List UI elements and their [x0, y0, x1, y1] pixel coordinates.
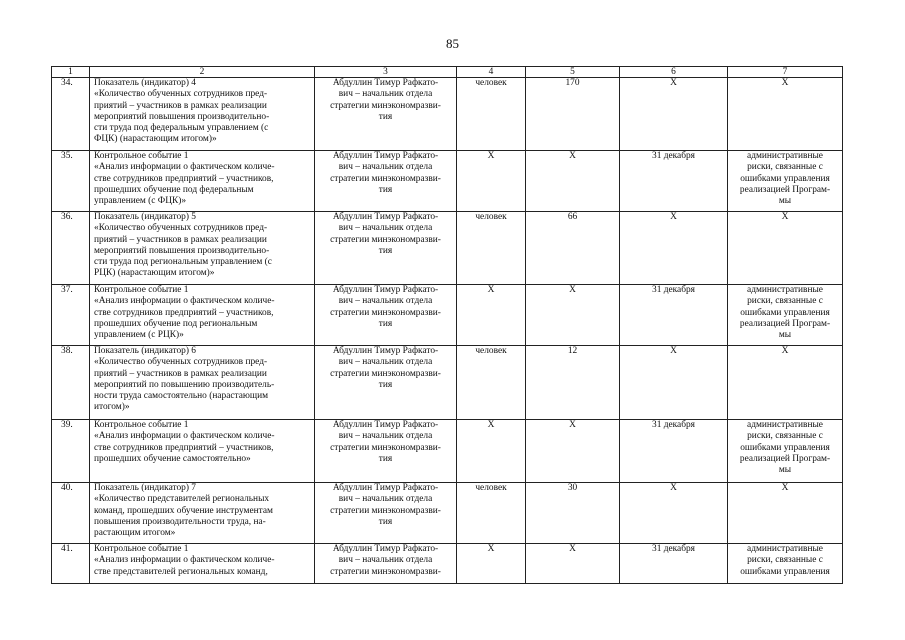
responsible-person: Абдуллин Тимур Рафкато- вич – начальник отдела стратегии минэкономразви-	[315, 544, 457, 584]
table-row	[52, 483, 843, 544]
table-row	[52, 151, 843, 212]
column-header: 2	[90, 67, 315, 78]
column-header: 5	[526, 67, 620, 78]
risks: административные риски, связанные с ошибками управления реализацией Програм- мы	[728, 151, 843, 212]
item-name: Контрольное событие 1 «Анализ информации о фактическом количе- стве сотрудников предприятий – участников, прошедших обучение под региональным управлением (с РЦК)»	[90, 285, 315, 346]
deadline: 31 декабря	[620, 544, 728, 584]
responsible-person: Абдуллин Тимур Рафкато- вич – начальник отдела стратегии минэкономразви- тия	[315, 483, 457, 544]
column-header: 1	[52, 67, 90, 78]
value: 12	[526, 346, 620, 420]
unit: человек	[457, 212, 526, 285]
deadline: X	[620, 212, 728, 285]
table-row	[52, 346, 843, 420]
row-number: 39.	[52, 420, 90, 483]
row-number: 36.	[52, 212, 90, 285]
table-row	[52, 78, 843, 151]
page-number: 85	[446, 36, 459, 51]
value: X	[526, 544, 620, 584]
unit: человек	[457, 483, 526, 544]
plan-table	[51, 66, 843, 584]
unit: X	[457, 285, 526, 346]
value: 30	[526, 483, 620, 544]
value: 66	[526, 212, 620, 285]
table-row	[52, 212, 843, 285]
column-number-row	[52, 67, 843, 78]
deadline: X	[620, 78, 728, 151]
row-number: 34.	[52, 78, 90, 151]
column-header: 4	[457, 67, 526, 78]
value: X	[526, 420, 620, 483]
column-header: 6	[620, 67, 728, 78]
value: 170	[526, 78, 620, 151]
risks: X	[728, 212, 843, 285]
deadline: 31 декабря	[620, 420, 728, 483]
column-header: 3	[315, 67, 457, 78]
responsible-person: Абдуллин Тимур Рафкато- вич – начальник отдела стратегии минэкономразви- тия	[315, 346, 457, 420]
row-number: 35.	[52, 151, 90, 212]
item-name: Контрольное событие 1 «Анализ информации о фактическом количе- стве представителей региональных команд,	[90, 544, 315, 584]
risks: X	[728, 78, 843, 151]
unit: человек	[457, 346, 526, 420]
value: X	[526, 285, 620, 346]
risks: административные риски, связанные с ошибками управления реализацией Програм- мы	[728, 285, 843, 346]
responsible-person: Абдуллин Тимур Рафкато- вич – начальник отдела стратегии минэкономразви- тия	[315, 285, 457, 346]
table-row	[52, 420, 843, 483]
responsible-person: Абдуллин Тимур Рафкато- вич – начальник отдела стратегии минэкономразви- тия	[315, 151, 457, 212]
item-name: Контрольное событие 1 «Анализ информации о фактическом количе- стве сотрудников предприятий – участников, прошедших обучение под федеральным управлением (с ФЦК)»	[90, 151, 315, 212]
risks: административные риски, связанные с ошибками управления	[728, 544, 843, 584]
item-name: Показатель (индикатор) 7 «Количество представителей региональных команд, прошедших обучение инструментам повышения производительности труда, на- растающим итогом»	[90, 483, 315, 544]
row-number: 40.	[52, 483, 90, 544]
item-name: Контрольное событие 1 «Анализ информации о фактическом количе- стве сотрудников предприятий – участников, прошедших обучение самостоятельно»	[90, 420, 315, 483]
value: X	[526, 151, 620, 212]
unit: X	[457, 544, 526, 584]
risks: X	[728, 346, 843, 420]
risks: X	[728, 483, 843, 544]
deadline: 31 декабря	[620, 151, 728, 212]
unit: человек	[457, 78, 526, 151]
column-header: 7	[728, 67, 843, 78]
deadline: X	[620, 346, 728, 420]
unit: X	[457, 420, 526, 483]
table-row	[52, 544, 843, 584]
deadline: X	[620, 483, 728, 544]
row-number: 38.	[52, 346, 90, 420]
unit: X	[457, 151, 526, 212]
row-number: 37.	[52, 285, 90, 346]
responsible-person: Абдуллин Тимур Рафкато- вич – начальник отдела стратегии минэкономразви- тия	[315, 78, 457, 151]
item-name: Показатель (индикатор) 6 «Количество обученных сотрудников пред- приятий – участников в рамках реализации мероприятий по повышению производитель- ности труда самостоятельно (нарастающим итогом)»	[90, 346, 315, 420]
item-name: Показатель (индикатор) 5 «Количество обученных сотрудников пред- приятий – участников в рамках реализации мероприятий повышения производительно- сти труда под региональным управлением (с РЦК) (нарастающим итогом)»	[90, 212, 315, 285]
item-name: Показатель (индикатор) 4 «Количество обученных сотрудников пред- приятий – участников в рамках реализации мероприятий повышения производительно- сти труда под федеральным управлением (с ФЦК) (нарастающим итогом)»	[90, 78, 315, 151]
deadline: 31 декабря	[620, 285, 728, 346]
responsible-person: Абдуллин Тимур Рафкато- вич – начальник отдела стратегии минэкономразви- тия	[315, 420, 457, 483]
risks: административные риски, связанные с ошибками управления реализацией Програм- мы	[728, 420, 843, 483]
row-number: 41.	[52, 544, 90, 584]
table-row	[52, 285, 843, 346]
responsible-person: Абдуллин Тимур Рафкато- вич – начальник отдела стратегии минэкономразви- тия	[315, 212, 457, 285]
